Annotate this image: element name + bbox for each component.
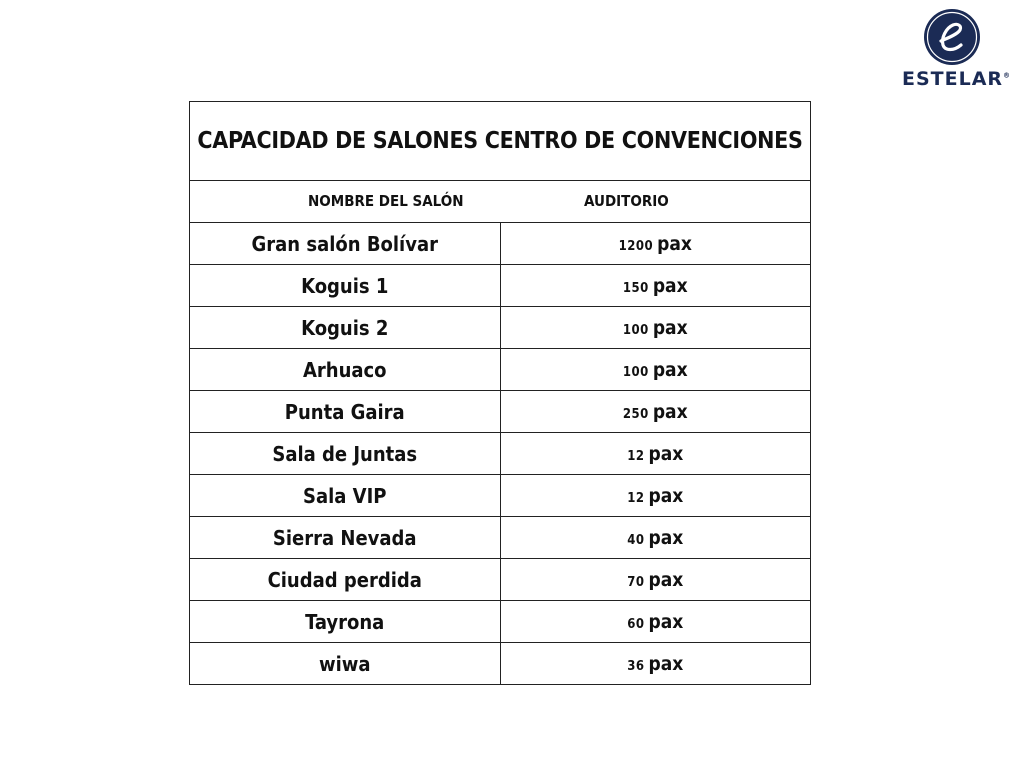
- room-name: Arhuaco: [190, 349, 501, 391]
- room-capacity: 12 pax: [500, 433, 811, 475]
- room-name: wiwa: [190, 643, 501, 685]
- table-row: [190, 559, 811, 601]
- room-name: Punta Gaira: [190, 391, 501, 433]
- table-row: [190, 517, 811, 559]
- room-capacity: 40 pax: [500, 517, 811, 559]
- room-capacity: 100 pax: [500, 307, 811, 349]
- column-header-row: [190, 181, 811, 223]
- table-row: [190, 433, 811, 475]
- room-name: Ciudad perdida: [190, 559, 501, 601]
- room-capacity: 70 pax: [500, 559, 811, 601]
- table-title: CAPACIDAD DE SALONES CENTRO DE CONVENCIONES: [190, 102, 811, 181]
- room-capacity: 60 pax: [500, 601, 811, 643]
- table-row: [190, 391, 811, 433]
- room-capacity: 1200 pax: [500, 223, 811, 265]
- room-name: Koguis 2: [190, 307, 501, 349]
- room-name: Koguis 1: [190, 265, 501, 307]
- table-row: [190, 475, 811, 517]
- room-capacity: 250 pax: [500, 391, 811, 433]
- room-name: Sala de Juntas: [190, 433, 501, 475]
- table-row: [190, 601, 811, 643]
- estelar-e-icon: [923, 8, 981, 66]
- table-row: [190, 307, 811, 349]
- room-name: Sierra Nevada: [190, 517, 501, 559]
- room-name: Sala VIP: [190, 475, 501, 517]
- column-header-auditorio: AUDITORIO: [584, 192, 669, 210]
- room-capacity: 150 pax: [500, 265, 811, 307]
- room-name: Tayrona: [190, 601, 501, 643]
- room-name: Gran salón Bolívar: [190, 223, 501, 265]
- table-row: [190, 643, 811, 685]
- capacity-table: [189, 101, 811, 685]
- table-row: [190, 223, 811, 265]
- room-capacity: 100 pax: [500, 349, 811, 391]
- brand-wordmark: ESTELAR®: [902, 68, 1011, 90]
- room-capacity: 12 pax: [500, 475, 811, 517]
- estelar-logo: [902, 8, 1011, 90]
- table-row: [190, 265, 811, 307]
- room-capacity: 36 pax: [500, 643, 811, 685]
- table-row: [190, 349, 811, 391]
- column-header-name: NOMBRE DEL SALÓN: [308, 192, 464, 210]
